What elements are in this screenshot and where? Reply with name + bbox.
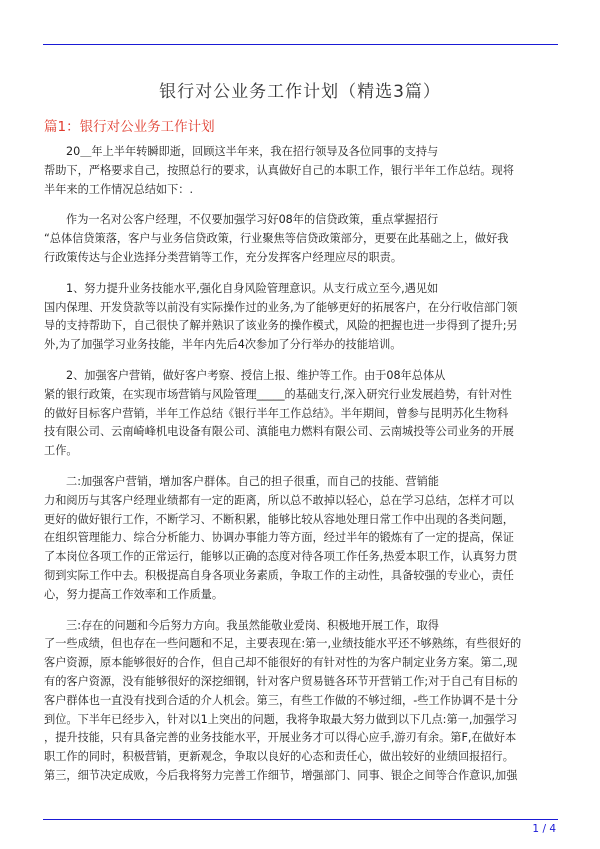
- paragraph-line: 职工作的同时，积极营销，更新观念，争取以良好的心态和责任心，做出较好的业绩回报招行。: [44, 750, 514, 764]
- document-title: 银行对公业务工作计划（精选3篇）: [159, 82, 441, 102]
- paragraph-line: 第三，细节决定成败，今后我将努力完善工作细节，增强部门、同事、银企之间等合作意识,加强: [44, 768, 518, 782]
- paragraph-line: 行政策传达与企业选择分类营销等工作，充分发挥客户经理应尽的职责。: [44, 250, 403, 264]
- paragraph-line: 有的客户资源，没有能够很好的深挖细钢，针对客户贸易链各环节开营销工作;对于自己有目标的: [44, 674, 518, 688]
- paragraph-line: “总体信贷策落，客户与业务信贷政策，行业聚焦等信贷政策部分，更要在此基础之上，做好我: [44, 232, 509, 246]
- paragraph-line: 了一些成绩，但也存在一些问题和不足，主要表现在:第一,业绩技能水平还不够熟练，有些很好的: [44, 637, 522, 651]
- paragraph-line: 的做好目标客户营销，半年工作总结《银行半年工作总结》。半年期间，曾参与昆明苏化生物科: [44, 406, 509, 420]
- paragraph-line: 外,为了加强学习业务技能，半年内先后4次参加了分行举办的技能培训。: [44, 338, 402, 352]
- paragraph: [44, 143, 556, 199]
- footer-rule: [43, 819, 558, 820]
- paragraph-line: ，提升技能，只有具备完善的业务技能水平，开展业务才可以得心应手,游刃有余。第F,在做好本: [44, 731, 517, 745]
- paragraph-line: 1、努力提升业务技能水平,强化自身风险管理意识。从支行成立至今,遇见如: [66, 281, 439, 295]
- paragraph-line: 客户资源，原本能够很好的合作，但自己却不能很好的有针对性的为客户制定业务方案。第二,现: [44, 656, 518, 670]
- paragraph-line: 彻到实际工作中去。积极提高自身各项业务素质，争取工作的主动性，具备较强的专业心，责任: [44, 568, 514, 582]
- paragraph-line: 工作。: [44, 444, 78, 458]
- paragraph-line: 导的支持帮助下，自己很快了解并熟识了该业务的操作模式，风险的把握也进一步得到了提升;另: [44, 319, 518, 333]
- paragraph-line: 2、加强客户营销，做好客户考察、授信上报、维护等工作。由于08年总体从: [66, 368, 446, 382]
- header-rule: [43, 44, 558, 45]
- paragraph-line: 半年来的工作情况总结如下：.: [44, 182, 193, 196]
- page-number: 1 / 4: [532, 823, 556, 835]
- paragraph-line: 作为一名对公客户经理，不仅要加强学习好08年的信贷政策，重点掌握招行: [66, 213, 439, 227]
- paragraph-line: 心，努力提高工作效率和工作质量。: [44, 587, 224, 601]
- paragraph-line: 了本岗位各项工作的正常运行，能够以正确的态度对待各项工作任务,热爱本职工作，认真努力贯: [44, 550, 518, 564]
- paragraph: [44, 211, 556, 267]
- paragraph-line: 在组织管理能力、综合分析能力、协调办事能力等方面，经过半年的锻炼有了一定的提高，保证: [44, 531, 514, 545]
- paragraph-line: 到位。下半年已经步入，针对以1上突出的问题，我将争取最大努力做到以下几点:第一,加强学习: [44, 712, 518, 726]
- paragraph-line: 力和阅历与其客户经理业绩都有一定的距离，所以总不敢掉以轻心，总在学习总结，怎样才可以: [44, 493, 514, 507]
- paragraph-line: 帮助下，严格要求自己，按照总行的要求，认真做好自己的本职工作，银行半年工作总结。现将: [44, 163, 514, 177]
- paragraph-line: 紧的银行政策，在实现市场营销与风险管理_____的基础支行,深入研究行业发展趋势，有针对性: [44, 387, 512, 401]
- section-heading: 篇1：银行对公业务工作计划: [44, 119, 215, 135]
- paragraph-line: 三:存在的问题和今后努力方向。我虽然能敬业爱岗、积极地开展工作，取得: [66, 618, 439, 632]
- paragraph-line: 更好的做好银行工作，不断学习、不断积累，能够比较从容地处理日常工作中出现的各类问题，: [44, 512, 514, 526]
- paragraph: [44, 617, 556, 786]
- paragraph-line: 技有限公司、云南崎峰机电设备有限公司、滇能电力燃料有限公司、云南城投等公司业务的开展: [44, 425, 514, 439]
- document-body: [44, 143, 556, 798]
- paragraph: [44, 473, 556, 605]
- paragraph: [44, 280, 556, 355]
- paragraph: [44, 367, 556, 461]
- paragraph-line: 客户群体也一直没有找到合适的介人机会。第三，有些工作做的不够过细，-些工作协调不是十分: [44, 693, 518, 707]
- paragraph-line: 二:加强客户营销，增加客户群体。自己的担子很重，而自己的技能、营销能: [66, 474, 439, 488]
- paragraph-line: 国内保理、开发贷款等以前没有实际操作过的业务,为了能够更好的拓展客户，在分行收信部门领: [44, 300, 518, 314]
- paragraph-line: 20＿年上半年转瞬即逝，回顾这半年来，我在招行领导及各位同事的支持与: [66, 145, 439, 158]
